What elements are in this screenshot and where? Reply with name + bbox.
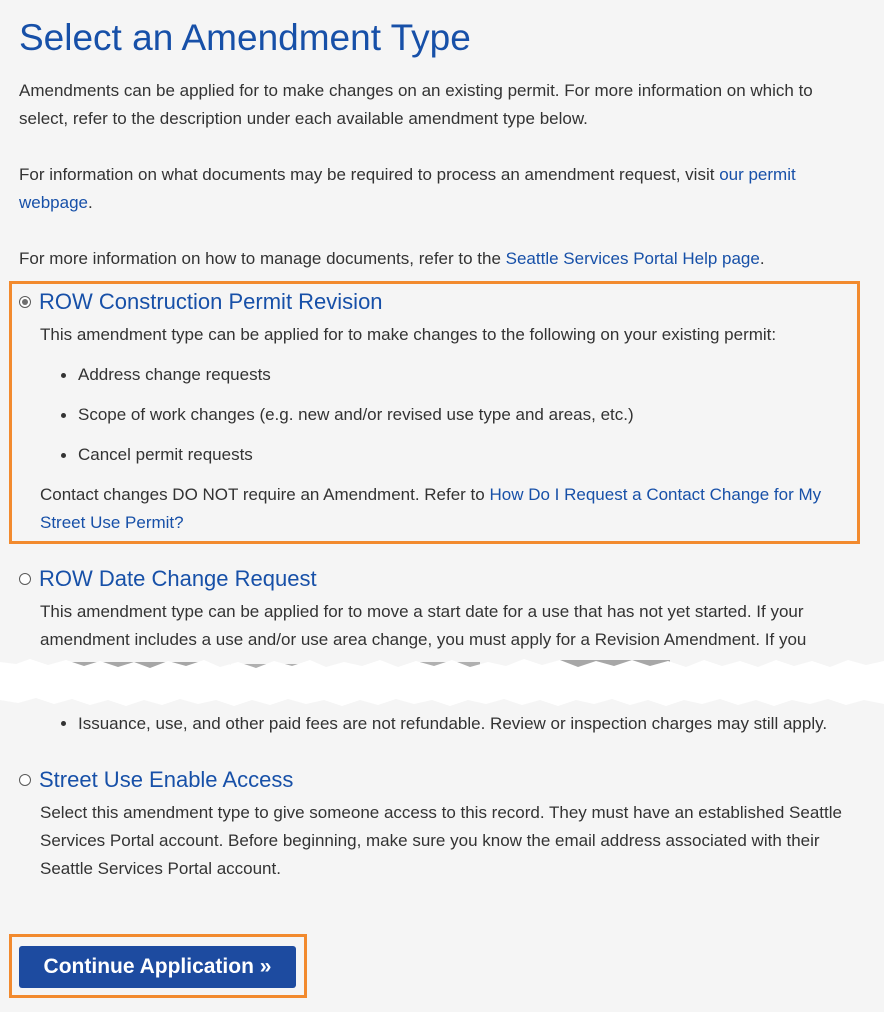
permit-webpage-link[interactable]: our permit webpage <box>19 165 796 212</box>
option-title[interactable]: ROW Date Change Request <box>39 566 317 591</box>
torn-edge-overlay <box>0 640 884 720</box>
documents-period: . <box>88 193 93 212</box>
option-header[interactable] <box>19 564 867 594</box>
change-list <box>40 355 867 475</box>
option-description-line: This amendment type can be applied for to move a start date for a use that has not yet started. If your <box>40 602 804 621</box>
date-change-tail-bullet <box>40 710 870 738</box>
option-description: Select this amendment type to give someone access to this record. They must have an established Seattle Services Portal account. Before beginning, make sure you know the email address associated with their Seattle Services Portal account. <box>40 803 842 878</box>
intro-text: Amendments can be applied for to make changes on an existing permit. For more information on which to select, refer to the description under each available amendment type below. <box>19 81 813 128</box>
option-street-use-enable-access <box>19 765 867 883</box>
page-title: Select an Amendment Type <box>19 17 471 58</box>
list-item: Scope of work changes (e.g. new and/or revised use type and areas, etc.) <box>40 395 867 435</box>
help-text: For more information on how to manage documents, refer to the <box>19 249 506 268</box>
option-header[interactable] <box>19 287 867 317</box>
documents-text: For information on what documents may be required to process an amendment request, visit <box>19 165 720 184</box>
radio-street-use-enable-access[interactable] <box>19 774 31 786</box>
option-body <box>19 799 867 883</box>
continue-application-button[interactable]: Continue Application » <box>19 946 296 988</box>
option-body <box>19 321 867 537</box>
option-title[interactable]: ROW Construction Permit Revision <box>39 289 383 314</box>
option-header[interactable] <box>19 765 867 795</box>
radio-row-date-change[interactable] <box>19 573 31 585</box>
help-paragraph <box>19 245 859 273</box>
list-item: Issuance, use, and other paid fees are not refundable. Review or inspection charges may still apply. <box>40 710 870 738</box>
radio-row-construction-revision[interactable] <box>19 296 31 308</box>
option-title[interactable]: Street Use Enable Access <box>39 767 294 792</box>
intro-paragraph <box>19 77 859 133</box>
contact-change-link[interactable]: How Do I Request a Contact Change for My Street Use Permit? <box>40 485 822 532</box>
documents-paragraph <box>19 161 859 217</box>
option-description-line: amendment includes a use and/or use area change, you must apply for a Revision Amendment. If you <box>40 630 807 649</box>
list-item: Cancel permit requests <box>40 435 867 475</box>
option-row-construction-revision <box>19 287 867 537</box>
help-period: . <box>759 249 765 268</box>
portal-help-link[interactable]: Seattle Services Portal Help page <box>505 249 760 268</box>
contact-note-text: Contact changes DO NOT require an Amendment. Refer to <box>40 485 490 504</box>
option-description: This amendment type can be applied for to make changes to the following on your existing permit: <box>40 325 777 344</box>
contact-note <box>40 481 867 537</box>
list-item: Address change requests <box>40 355 867 395</box>
